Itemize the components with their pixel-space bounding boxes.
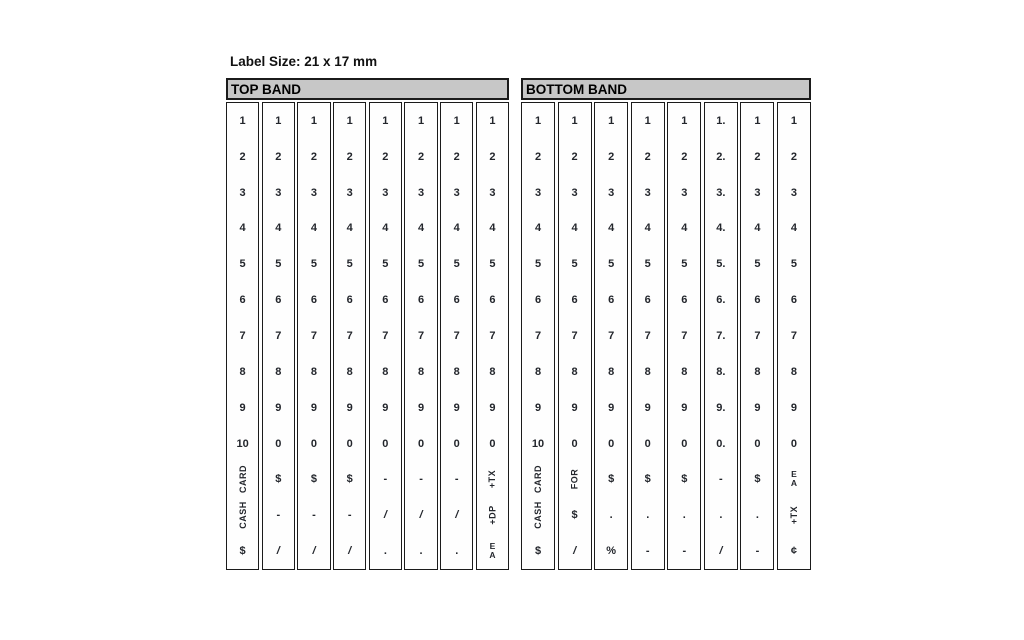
band-cell: . xyxy=(419,545,423,558)
band-cell: 5 xyxy=(608,258,615,271)
band-cell: 5 xyxy=(534,258,542,271)
band-cell: 2 xyxy=(681,150,688,163)
top-band-table xyxy=(226,78,509,570)
band-cell: . xyxy=(719,509,723,522)
band-cell: / xyxy=(312,545,316,558)
band-cell: - xyxy=(645,545,650,558)
band-cell: 2 xyxy=(239,150,246,163)
band-cell: +TX xyxy=(487,470,498,489)
band-cell: 4 xyxy=(275,222,282,235)
band-cell: 9 xyxy=(489,401,496,414)
band-cell: . xyxy=(383,545,387,558)
band-cell: 3 xyxy=(417,186,425,199)
band-cell: 7 xyxy=(534,329,542,342)
bottom-band-body xyxy=(521,102,811,570)
band-cell: 2 xyxy=(571,150,578,163)
band-cell: 9 xyxy=(453,401,460,414)
band-cell: 5. xyxy=(716,258,726,271)
band-cell: 6 xyxy=(754,294,761,307)
band-cell: CARD xyxy=(533,465,544,494)
band-cell: $ xyxy=(644,473,651,486)
band-cell: 4 xyxy=(571,222,578,235)
band-cell: 2. xyxy=(716,150,726,163)
band-cell: 5 xyxy=(489,258,496,271)
band-cell: 1 xyxy=(346,114,353,127)
band-cell: 2 xyxy=(310,150,318,163)
band-cell: 7 xyxy=(681,329,688,342)
band-cell: 9 xyxy=(382,401,389,414)
band-cell: 6 xyxy=(644,294,651,307)
band-cell: 9 xyxy=(534,401,542,414)
band-cell: 5 xyxy=(644,258,651,271)
top-band-body xyxy=(226,102,509,570)
band-column xyxy=(704,102,738,570)
band-cell: 3 xyxy=(453,186,460,199)
band-cell: 0 xyxy=(790,437,798,450)
band-cell: 6 xyxy=(489,294,496,307)
band-cell: 9. xyxy=(716,401,726,414)
band-cell: 7 xyxy=(453,329,460,342)
band-cell: 2 xyxy=(534,150,542,163)
band-cell: . xyxy=(455,545,459,558)
band-cell: 6 xyxy=(790,294,798,307)
band-cell: 2 xyxy=(644,150,651,163)
band-cell: 8 xyxy=(310,365,318,378)
band-cell: 8 xyxy=(534,365,542,378)
band-cell: 4 xyxy=(489,222,496,235)
band-cell: 10 xyxy=(236,437,249,450)
band-cell: - xyxy=(755,545,760,558)
band-cell: 5 xyxy=(571,258,578,271)
label-size-text: Label Size: 21 x 17 mm xyxy=(230,54,378,69)
band-cell: 9 xyxy=(571,401,578,414)
band-cell: . xyxy=(609,509,613,522)
band-cell: . xyxy=(646,509,650,522)
band-cell: $ xyxy=(608,473,615,486)
band-cell: 3 xyxy=(310,186,318,199)
band-cell: 8 xyxy=(790,365,798,378)
band-cell: 5 xyxy=(681,258,688,271)
band-cell: 4 xyxy=(608,222,615,235)
band-column xyxy=(333,102,366,570)
band-cell: 8 xyxy=(608,365,615,378)
band-cell: 4 xyxy=(417,222,425,235)
bottom-band-header: BOTTOM BAND xyxy=(521,78,811,100)
band-cell: 3 xyxy=(275,186,282,199)
band-cell: % xyxy=(606,545,617,558)
band-cell: 3 xyxy=(239,186,246,199)
band-cell: 8 xyxy=(571,365,578,378)
band-cell: 10 xyxy=(531,437,545,450)
band-cell: 5 xyxy=(382,258,389,271)
band-cell: 1 xyxy=(571,114,578,127)
band-cell: 0. xyxy=(716,437,726,450)
band-cell: 1 xyxy=(790,114,798,127)
band-cell: 1 xyxy=(644,114,651,127)
band-cell: 6 xyxy=(346,294,353,307)
band-cell: 3 xyxy=(534,186,542,199)
band-cell: 0 xyxy=(453,437,460,450)
band-column xyxy=(226,102,259,570)
band-cell: 5 xyxy=(453,258,460,271)
band-column xyxy=(521,102,555,570)
band-cell: 1 xyxy=(534,114,542,127)
band-cell: - xyxy=(347,509,352,522)
band-cell: 9 xyxy=(239,401,246,414)
band-cell: 4. xyxy=(716,222,726,235)
band-cell: 5 xyxy=(310,258,318,271)
band-cell: FOR xyxy=(569,469,580,490)
band-cell: 4 xyxy=(453,222,460,235)
band-cell: 8 xyxy=(644,365,651,378)
band-cell: 0 xyxy=(644,437,651,450)
band-cell: 0 xyxy=(681,437,688,450)
band-cell: 0 xyxy=(608,437,615,450)
band-cell: - xyxy=(312,509,316,522)
band-column xyxy=(476,102,509,570)
band-cell: 9 xyxy=(644,401,651,414)
band-cell: 2 xyxy=(608,150,615,163)
band-cell: 2 xyxy=(790,150,798,163)
band-column xyxy=(594,102,628,570)
band-cell: 0 xyxy=(275,437,282,450)
band-cell: 4 xyxy=(239,222,246,235)
band-cell: 6 xyxy=(534,294,542,307)
band-cell: 5 xyxy=(346,258,353,271)
band-cell: ¢ xyxy=(790,545,798,558)
band-cell: 8 xyxy=(346,365,353,378)
band-cell: 7. xyxy=(716,329,726,342)
band-cell: 1 xyxy=(382,114,389,127)
band-cell: 2 xyxy=(453,150,460,163)
band-cell: 3 xyxy=(790,186,798,199)
band-cell: $ xyxy=(754,473,761,486)
band-cell: 7 xyxy=(310,329,318,342)
band-cell: - xyxy=(454,473,459,486)
band-cell: 7 xyxy=(239,329,246,342)
band-cell: 6 xyxy=(417,294,425,307)
band-column xyxy=(262,102,295,570)
band-column xyxy=(740,102,774,570)
band-cell: 0 xyxy=(489,437,496,450)
band-cell: / xyxy=(419,509,423,522)
band-cell: 3 xyxy=(681,186,688,199)
band-cell: / xyxy=(383,509,387,522)
band-cell: / xyxy=(276,545,280,558)
band-cell: 7 xyxy=(754,329,761,342)
band-cell: 1 xyxy=(453,114,460,127)
band-cell: 1 xyxy=(754,114,761,127)
band-cell: E A xyxy=(790,469,798,489)
band-cell: 9 xyxy=(608,401,615,414)
band-cell: / xyxy=(455,509,459,522)
band-cell: 7 xyxy=(275,329,282,342)
band-column xyxy=(667,102,701,570)
band-cell: . xyxy=(682,509,686,522)
band-cell: 4 xyxy=(346,222,353,235)
band-cell: 1 xyxy=(681,114,688,127)
band-column xyxy=(777,102,811,570)
band-cell: - xyxy=(682,545,687,558)
band-cell: 5 xyxy=(239,258,246,271)
band-cell: $ xyxy=(346,473,353,486)
band-cell: 0 xyxy=(382,437,389,450)
band-cell: 2 xyxy=(489,150,496,163)
band-cell: 2 xyxy=(346,150,353,163)
band-cell: - xyxy=(383,473,388,486)
band-column xyxy=(297,102,330,570)
top-band-header: TOP BAND xyxy=(226,78,509,100)
band-cell: +TX xyxy=(788,506,799,525)
band-cell: 4 xyxy=(681,222,688,235)
band-cell: 3 xyxy=(754,186,761,199)
band-cell: 6 xyxy=(310,294,318,307)
band-cell: 7 xyxy=(608,329,615,342)
band-cell: $ xyxy=(275,473,282,486)
band-cell: $ xyxy=(571,509,578,522)
band-cell: 1 xyxy=(310,114,318,127)
band-cell: 0 xyxy=(754,437,761,450)
band-cell: 0 xyxy=(417,437,425,450)
band-cell: - xyxy=(276,509,281,522)
band-cell: 8 xyxy=(239,365,246,378)
band-cell: 8 xyxy=(417,365,425,378)
band-cell: CARD xyxy=(237,465,248,494)
band-cell: 7 xyxy=(790,329,798,342)
band-cell: $ xyxy=(310,473,318,486)
band-cell: 6 xyxy=(239,294,246,307)
band-cell: 6 xyxy=(608,294,615,307)
band-cell: 0 xyxy=(571,437,578,450)
band-cell: E A xyxy=(489,541,496,561)
band-cell: / xyxy=(719,545,723,558)
band-cell: 6 xyxy=(681,294,688,307)
band-cell: 9 xyxy=(417,401,425,414)
band-cell: - xyxy=(419,473,423,486)
band-cell: 3 xyxy=(644,186,651,199)
band-cell: 7 xyxy=(571,329,578,342)
band-cell: 5 xyxy=(417,258,425,271)
band-cell: 0 xyxy=(346,437,353,450)
band-cell: 4 xyxy=(310,222,318,235)
band-cell: 2 xyxy=(754,150,761,163)
bottom-band-table xyxy=(521,78,811,570)
band-cell: 4 xyxy=(534,222,542,235)
band-cell: 1. xyxy=(716,114,726,127)
band-column xyxy=(404,102,437,570)
band-column xyxy=(558,102,592,570)
band-cell: 1 xyxy=(417,114,425,127)
band-cell: 3 xyxy=(571,186,578,199)
band-cell: 4 xyxy=(754,222,761,235)
band-cell: 6. xyxy=(716,294,726,307)
band-cell: 0 xyxy=(310,437,318,450)
band-cell: 4 xyxy=(382,222,389,235)
band-cell: 8 xyxy=(453,365,460,378)
band-cell: 7 xyxy=(417,329,425,342)
band-cell: 3 xyxy=(382,186,389,199)
band-cell: 3 xyxy=(489,186,496,199)
band-cell: 8. xyxy=(716,365,726,378)
band-cell: +DP xyxy=(487,505,498,525)
band-cell: 9 xyxy=(346,401,353,414)
band-cell: 9 xyxy=(790,401,798,414)
band-cell: $ xyxy=(681,473,688,486)
band-cell: 3 xyxy=(346,186,353,199)
band-cell: 3. xyxy=(716,186,726,199)
band-cell: CASH xyxy=(237,501,248,529)
band-cell: 6 xyxy=(382,294,389,307)
band-cell: 6 xyxy=(275,294,282,307)
band-cell: 6 xyxy=(571,294,578,307)
band-cell: / xyxy=(573,545,577,558)
band-cell: / xyxy=(348,545,352,558)
band-cell: 1 xyxy=(239,114,246,127)
band-cell: 2 xyxy=(275,150,282,163)
band-cell: 5 xyxy=(754,258,761,271)
band-cell: 4 xyxy=(644,222,651,235)
band-cell: 7 xyxy=(346,329,353,342)
band-cell: 6 xyxy=(453,294,460,307)
band-cell: 5 xyxy=(275,258,282,271)
band-cell: . xyxy=(755,509,759,522)
band-cell: 1 xyxy=(489,114,496,127)
band-cell: 4 xyxy=(790,222,798,235)
band-cell: $ xyxy=(239,545,246,558)
band-cell: 8 xyxy=(275,365,282,378)
band-cell: 9 xyxy=(681,401,688,414)
band-cell: 8 xyxy=(382,365,389,378)
band-cell: 1 xyxy=(608,114,615,127)
band-cell: 7 xyxy=(382,329,389,342)
band-cell: 8 xyxy=(754,365,761,378)
band-cell: 8 xyxy=(681,365,688,378)
band-cell: 2 xyxy=(417,150,425,163)
band-cell: 8 xyxy=(489,365,496,378)
band-cell: 9 xyxy=(754,401,761,414)
band-column xyxy=(369,102,402,570)
band-cell: 2 xyxy=(382,150,389,163)
band-column xyxy=(631,102,665,570)
band-column xyxy=(440,102,473,570)
band-cell: CASH xyxy=(533,501,544,529)
band-cell: 7 xyxy=(489,329,496,342)
band-cell: 1 xyxy=(275,114,282,127)
band-cell: - xyxy=(719,473,723,486)
band-cell: 7 xyxy=(644,329,651,342)
band-cell: 3 xyxy=(608,186,615,199)
band-cell: 5 xyxy=(790,258,798,271)
band-cell: 9 xyxy=(310,401,318,414)
band-cell: $ xyxy=(534,545,542,558)
band-cell: 9 xyxy=(275,401,282,414)
